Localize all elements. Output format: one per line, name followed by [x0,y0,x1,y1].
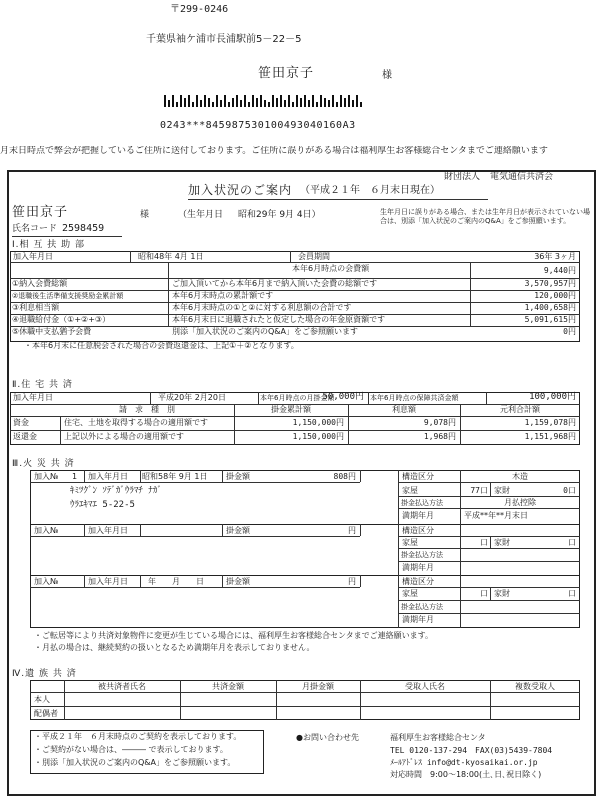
p1-harai-label: 掛金払込方法 [401,499,443,507]
section2-heading: Ⅱ.住 宅 共 済 [12,380,73,390]
s2-row1-label: 資金 [13,418,29,427]
footer-note-1: ・平成２１年 ６月末時点のご契約を表示しております。 [34,732,242,741]
section3-heading: Ⅲ.火 災 共 済 [12,459,75,469]
s1-row2-value: 120,000円 [534,291,576,300]
s2-join-label: 加入年月日 [13,393,53,402]
org-name: 電気通信共済会 [490,172,554,182]
s4-row-spouse: 配偶者 [34,709,58,718]
s1-join-value: 昭和48年 4月 1日 [138,252,204,261]
s4-col-multi: 複数受取人 [515,682,555,691]
contact-tel: TEL 0120-137-294 FAX(03)5439-7804 [390,746,553,755]
s1-row5-desc: 別添「加入状況のご案内のQ&A」をご参照願います [172,327,359,336]
s1-row4-value: 5,091,615円 [524,315,576,324]
s2-row2-kakekin: 1,150,000円 [292,432,344,441]
s1-period-value: 36年 3ヶ月 [534,252,576,261]
footer-note-2: ・ご契約がない場合は、――― で表示しております。 [34,745,228,754]
p2-kaoku-label: 家屋 [402,538,418,547]
barcode-number: 0243***8459875301004930401​60A3 [160,120,356,131]
s2-row1-kakekin: 1,150,000円 [292,418,344,427]
s1-row4-label: ④退職給付金（①+②+③） [12,315,111,324]
p3-manki-label: 満期年月 [402,615,434,624]
contact-email: ﾒｰﾙｱﾄﾞﾚｽ info@dt-kyosaikai.or.jp [390,758,538,767]
member-name: 笹田京子 [12,205,69,220]
p3-yen: 円 [348,577,356,586]
p3-date-label: 加入年月日 [88,577,128,586]
p2-kake-label: 掛金額 [226,526,250,535]
s1-row2-desc: 本年6月末時点の累計額です [172,291,274,300]
s1-fee-label: 本年6月時点の会費額 [292,264,370,273]
section4-heading: Ⅳ.遺 族 共 済 [12,669,77,679]
p1-no-label: 加入№ [34,472,59,481]
s2-row2-total: 1,151,968円 [524,432,576,441]
s1-row3-desc: 本年6月末時点の①と②に対する利息額の合計です [172,303,352,312]
s2-kyosai-value: 100,000円 [529,392,576,402]
p1-address-line1: ｷﾐﾂｸﾞﾝ ｿﾃﾞｶﾞｳﾗﾏﾁ ﾅｶﾞ [70,486,162,496]
contact-label: ●お問い合わせ先 [296,733,359,742]
p2-kazai-label: 家財 [494,538,510,547]
s4-row-self: 本人 [34,695,50,704]
s2-row2-label: 返還金 [13,432,37,441]
s2-row1-interest: 9,078円 [423,418,456,427]
s1-note: ・本年6月末に任意脱会された場合の会費返還金は、上記①＋②となります。 [24,341,299,350]
p2-yen: 円 [348,526,356,535]
p1-address-line2: ｳﾗｴｷﾏｴ 5-22-5 [70,500,135,510]
s2-join-value: 平成20年 2月20日 [158,393,226,402]
contact-hours: 対応時間 9:00～18:00(土､日､祝日除く) [390,770,542,779]
birth-date: 昭和29年 9月 4日） [238,210,321,220]
s1-row1-label: ①納入会費総額 [12,279,68,288]
s1-row1-value: 3,570,957円 [524,279,576,288]
p3-harai-label: 掛金払込方法 [401,603,443,611]
p1-kake-label: 掛金額 [226,472,250,481]
document-date: （平成２１年 ６月末日現在） [300,185,440,196]
s2-kakekin-label: 本年6月時点の月掛金額 [260,394,335,402]
member-code-label: 氏名コード [12,224,58,234]
p1-date-value: 昭和58年 9月 1日 [142,472,208,481]
p1-no-value: 1 [72,472,78,481]
s4-col-monthly: 月掛金額 [302,682,334,691]
s1-row2-label: ②退職後生活準備支援奨励金累計額 [12,292,124,300]
s2-col-interest: 利息額 [392,405,416,414]
s1-period-label: 会員期間 [298,252,330,261]
p3-no-label: 加入№ [34,577,59,586]
document-title: 加入状況のご案内 [188,183,293,197]
customer-barcode [164,95,362,107]
p3-kake-label: 掛金額 [226,577,250,586]
birth-label: （生年月日 [178,210,224,220]
p1-struct-label: 構造区分 [402,472,434,481]
member-code: 2598459 [62,223,105,234]
s2-row1-desc: 住宅、土地を取得する場合の適用額です [64,418,208,427]
org-prefix: 財団法人 [444,172,481,182]
s1-fee-value: 9,440円 [543,266,576,275]
p2-kaoku-unit: 口 [480,538,488,547]
recipient-address: 千葉県袖ケ浦市長浦駅前5－22－5 [146,34,302,45]
section1-heading: Ⅰ.相 互 扶 助 部 [12,240,85,250]
s4-col-insured: 被共済者氏名 [98,682,146,691]
p3-kaoku-label: 家屋 [402,589,418,598]
p3-kazai-unit: 口 [568,589,576,598]
p2-manki-label: 満期年月 [402,563,434,572]
p3-ymd: 年 月 日 [148,577,204,586]
p3-struct-label: 構造区分 [402,577,434,586]
p3-kazai-label: 家財 [494,589,510,598]
s2-col-kakekin: 掛金累計額 [271,405,311,414]
contact-center: 福利厚生お客様総合センタ [390,733,486,742]
s2-kakekin-value: 50,000円 [322,392,364,402]
p1-kaoku-label: 家屋 [402,486,418,495]
s1-row3-label: ③利息相当額 [12,303,60,312]
address-notice: 月末日時点で弊会が把握しているご住所に送付しております。ご住所に誤りがある場合は福利厚生お客様総合センタまでご連絡願います [0,146,548,156]
p1-kaoku-value: 77口 [470,486,488,495]
p1-harai-value: 月払控除 [504,498,536,507]
postal-code: 〒299-0246 [170,4,229,15]
s2-col-total: 元利合計額 [500,405,540,414]
member-honorific: 様 [140,210,150,220]
p1-struct-value: 木造 [512,472,528,481]
birth-note: 生年月日に誤りがある場合、または生年月日が表示されていない場合は、別添「加入状況のご案内のQ&A」をご参照願います。 [380,208,590,225]
p2-kazai-unit: 口 [568,538,576,547]
s2-row2-interest: 1,968円 [423,432,456,441]
recipient-honorific: 様 [382,70,392,81]
s1-join-label: 加入年月日 [13,252,53,261]
s1-row1-desc: ご加入頂いてから本年6月まで納入頂いた会費の総額です [172,279,378,288]
footer-note-3: ・別添「加入状況のご案内のQ&A」をご参照願います。 [34,758,236,767]
s2-row2-desc: 上記以外による場合の適用額です [64,432,184,441]
s1-row5-value: 0円 [563,327,576,336]
s3-note-2: ・月払の場合は、継続契約の扱いとなるため満期年月を表示しておりません。 [34,643,315,652]
recipient-name: 笹田京子 [258,66,315,81]
p1-manki-value: 平成**年**月末日 [464,511,528,520]
p2-no-label: 加入№ [34,526,59,535]
s1-row5-label: ⑤休職中支払猶予会費 [12,327,92,336]
s2-col-type: 請 求 種 別 [119,405,175,414]
p3-kaoku-unit: 口 [480,589,488,598]
p2-harai-label: 掛金払込方法 [401,551,443,559]
p2-date-label: 加入年月日 [88,526,128,535]
s3-note-1: ・ご転居等により共済対象物件に変更が生じている場合には、福利厚生お客様総合センタまでご連絡願います。 [34,631,434,640]
s1-row4-desc: 本年6月末日に退職されたと仮定した場合の年金原資額です [172,315,386,324]
p1-kazai-label: 家財 [494,486,510,495]
s2-kyosai-label: 本年6月時点の保障共済金額 [370,394,459,402]
p2-struct-label: 構造区分 [402,526,434,535]
p1-manki-label: 満期年月 [402,511,434,520]
p1-date-label: 加入年月日 [88,472,128,481]
p1-kake-value: 808円 [333,472,356,481]
s4-col-recipient: 受取人氏名 [405,682,445,691]
p1-kazai-value: 0口 [563,486,576,495]
s4-col-amount: 共済金額 [212,682,244,691]
s2-row1-total: 1,159,078円 [524,418,576,427]
s1-row3-value: 1,400,658円 [524,303,576,312]
